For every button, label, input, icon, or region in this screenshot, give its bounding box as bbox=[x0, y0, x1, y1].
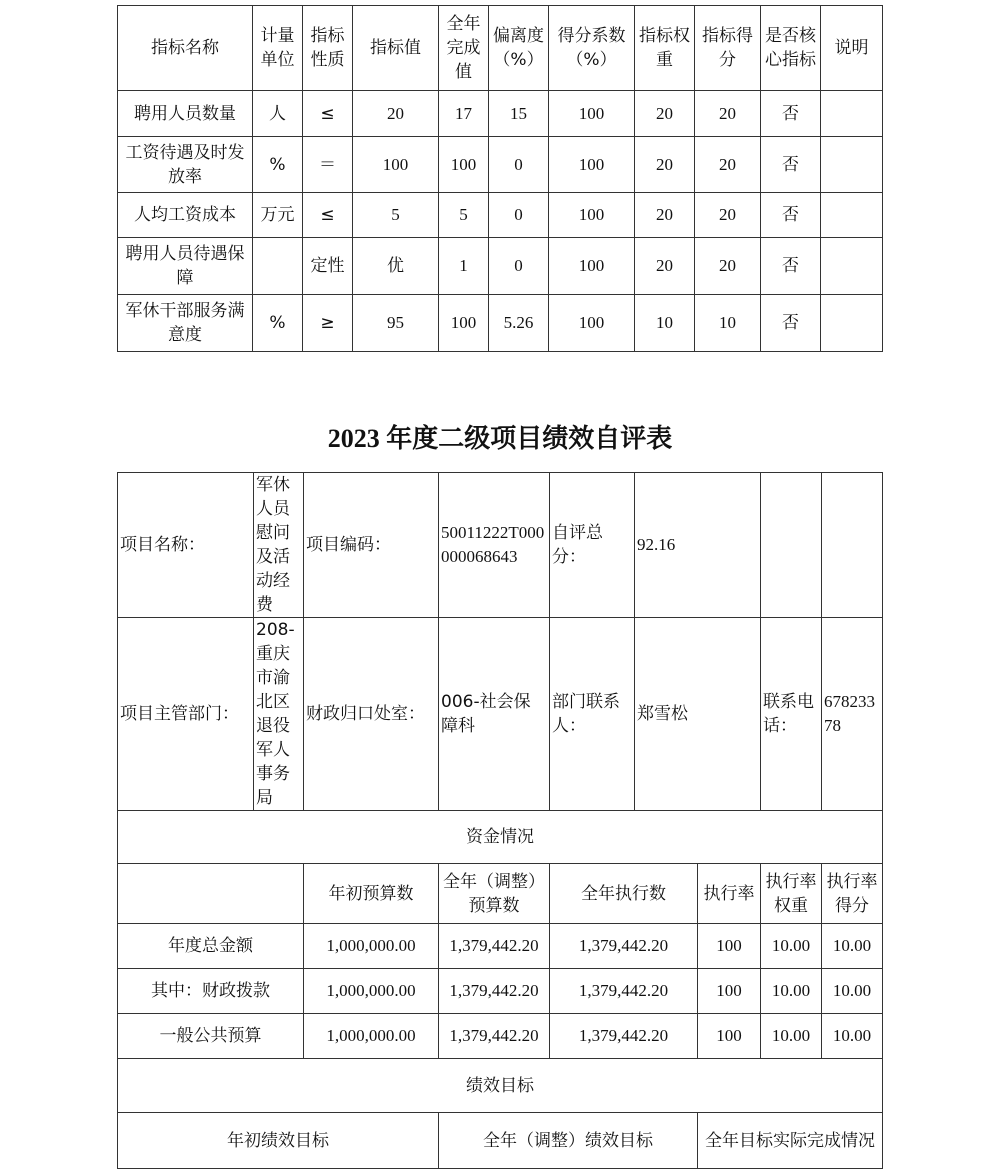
table-row bbox=[118, 924, 883, 969]
header-cell: 全年完成值 bbox=[439, 6, 489, 91]
project-name: 军休人员慰问及活动经费 bbox=[254, 473, 304, 618]
deviation: 0 bbox=[489, 193, 549, 238]
note bbox=[821, 295, 883, 352]
nature: ≥ bbox=[303, 295, 353, 352]
page-title: 2023 年度二级项目绩效自评表 bbox=[327, 424, 673, 453]
score-coefficient: 100 bbox=[549, 295, 635, 352]
header-cell: 指标权重 bbox=[635, 6, 695, 91]
fund-item: 一般公共预算 bbox=[118, 1014, 304, 1059]
empty-cell bbox=[761, 473, 822, 618]
weight: 20 bbox=[635, 137, 695, 193]
note bbox=[821, 91, 883, 137]
deviation: 0 bbox=[489, 137, 549, 193]
table-row bbox=[118, 1014, 883, 1059]
note bbox=[821, 193, 883, 238]
header-cell: 计量单位 bbox=[253, 6, 303, 91]
weight: 20 bbox=[635, 238, 695, 295]
header-cell: 指标值 bbox=[353, 6, 439, 91]
initial-budget: 1,000,000.00 bbox=[304, 969, 439, 1014]
indicator-name: 工资待遇及时发放率 bbox=[118, 137, 253, 193]
rate-weight: 10.00 bbox=[761, 924, 822, 969]
score: 10 bbox=[695, 295, 761, 352]
header-cell: 指标得分 bbox=[695, 6, 761, 91]
execution-rate: 100 bbox=[698, 924, 761, 969]
header-cell: 指标名称 bbox=[118, 6, 253, 91]
unit bbox=[253, 238, 303, 295]
is-core: 否 bbox=[761, 193, 821, 238]
header-cell: 年初绩效目标 bbox=[118, 1113, 439, 1169]
table-row bbox=[118, 969, 883, 1014]
target-value: 95 bbox=[353, 295, 439, 352]
finance: 006-社会保障科 bbox=[439, 618, 550, 811]
project-info-row bbox=[118, 473, 883, 618]
goals-section-row bbox=[118, 1059, 883, 1113]
rate-score: 10.00 bbox=[822, 924, 883, 969]
weight: 20 bbox=[635, 193, 695, 238]
goals-section-title: 绩效目标 bbox=[118, 1059, 883, 1113]
header-cell: 是否核心指标 bbox=[761, 6, 821, 91]
header-cell: 全年（调整）绩效目标 bbox=[439, 1113, 698, 1169]
actual-value: 100 bbox=[439, 137, 489, 193]
contact: 郑雪松 bbox=[635, 618, 761, 811]
nature: 定性 bbox=[303, 238, 353, 295]
rate-score: 10.00 bbox=[822, 969, 883, 1014]
unit: 人 bbox=[253, 91, 303, 137]
self-score-label: 自评总分： bbox=[550, 473, 635, 618]
unit: % bbox=[253, 295, 303, 352]
indicator-name: 聘用人员待遇保障 bbox=[118, 238, 253, 295]
table-row bbox=[118, 91, 883, 137]
execution-rate: 100 bbox=[698, 1014, 761, 1059]
adjusted-budget: 1,379,442.20 bbox=[439, 1014, 550, 1059]
adjusted-budget: 1,379,442.20 bbox=[439, 924, 550, 969]
indicator-name: 军休干部服务满意度 bbox=[118, 295, 253, 352]
is-core: 否 bbox=[761, 137, 821, 193]
dept: 208-重庆市渝北区退役军人事务局 bbox=[254, 618, 304, 811]
actual-value: 17 bbox=[439, 91, 489, 137]
project-code: 50011222T000000068643 bbox=[439, 473, 550, 618]
actual-value: 5 bbox=[439, 193, 489, 238]
phone: 67823378 bbox=[822, 618, 883, 811]
executed: 1,379,442.20 bbox=[550, 1014, 698, 1059]
actual-value: 1 bbox=[439, 238, 489, 295]
fund-item: 其中：财政拨款 bbox=[118, 969, 304, 1014]
score-coefficient: 100 bbox=[549, 238, 635, 295]
dept-label: 项目主管部门： bbox=[118, 618, 254, 811]
funds-header-row bbox=[118, 864, 883, 924]
score: 20 bbox=[695, 91, 761, 137]
nature: ≤ bbox=[303, 193, 353, 238]
target-value: 优 bbox=[353, 238, 439, 295]
table-row bbox=[118, 193, 883, 238]
unit: 万元 bbox=[253, 193, 303, 238]
is-core: 否 bbox=[761, 295, 821, 352]
unit: % bbox=[253, 137, 303, 193]
execution-rate: 100 bbox=[698, 969, 761, 1014]
header-cell: 全年执行数 bbox=[550, 864, 698, 924]
target-value: 5 bbox=[353, 193, 439, 238]
header-cell: 执行率 bbox=[698, 864, 761, 924]
nature: ＝ bbox=[303, 137, 353, 193]
header-cell: 全年（调整）预算数 bbox=[439, 864, 550, 924]
rate-weight: 10.00 bbox=[761, 1014, 822, 1059]
deviation: 0 bbox=[489, 238, 549, 295]
score: 20 bbox=[695, 193, 761, 238]
header-cell bbox=[118, 864, 304, 924]
dept-info-row bbox=[118, 618, 883, 811]
funds-section-title: 资金情况 bbox=[118, 811, 883, 864]
header-cell: 指标性质 bbox=[303, 6, 353, 91]
self-score: 92.16 bbox=[635, 473, 761, 618]
rate-score: 10.00 bbox=[822, 1014, 883, 1059]
nature: ≤ bbox=[303, 91, 353, 137]
project-code-label: 项目编码： bbox=[304, 473, 439, 618]
score-coefficient: 100 bbox=[549, 193, 635, 238]
goals-header-row bbox=[118, 1113, 883, 1169]
weight: 10 bbox=[635, 295, 695, 352]
executed: 1,379,442.20 bbox=[550, 969, 698, 1014]
header-cell: 说明 bbox=[821, 6, 883, 91]
contact-label: 部门联系人： bbox=[550, 618, 635, 811]
adjusted-budget: 1,379,442.20 bbox=[439, 969, 550, 1014]
funds-section-row bbox=[118, 811, 883, 864]
fund-item: 年度总金额 bbox=[118, 924, 304, 969]
header-cell: 执行率得分 bbox=[822, 864, 883, 924]
note bbox=[821, 238, 883, 295]
target-value: 20 bbox=[353, 91, 439, 137]
deviation: 15 bbox=[489, 91, 549, 137]
executed: 1,379,442.20 bbox=[550, 924, 698, 969]
table-row bbox=[118, 137, 883, 193]
header-cell: 执行率权重 bbox=[761, 864, 822, 924]
indicator-name: 人均工资成本 bbox=[118, 193, 253, 238]
rate-weight: 10.00 bbox=[761, 969, 822, 1014]
weight: 20 bbox=[635, 91, 695, 137]
table-row bbox=[118, 238, 883, 295]
initial-budget: 1,000,000.00 bbox=[304, 924, 439, 969]
is-core: 否 bbox=[761, 238, 821, 295]
project-name-label: 项目名称： bbox=[118, 473, 254, 618]
finance-label: 财政归口处室： bbox=[304, 618, 439, 811]
score: 20 bbox=[695, 137, 761, 193]
score: 20 bbox=[695, 238, 761, 295]
empty-cell bbox=[822, 473, 883, 618]
header-cell: 全年目标实际完成情况 bbox=[698, 1113, 883, 1169]
table-row bbox=[118, 295, 883, 352]
deviation: 5.26 bbox=[489, 295, 549, 352]
header-cell: 偏离度（%） bbox=[489, 6, 549, 91]
indicator-header-row bbox=[118, 6, 883, 91]
indicator-name: 聘用人员数量 bbox=[118, 91, 253, 137]
score-coefficient: 100 bbox=[549, 137, 635, 193]
actual-value: 100 bbox=[439, 295, 489, 352]
score-coefficient: 100 bbox=[549, 91, 635, 137]
note bbox=[821, 137, 883, 193]
initial-budget: 1,000,000.00 bbox=[304, 1014, 439, 1059]
header-cell: 年初预算数 bbox=[304, 864, 439, 924]
self-evaluation-table bbox=[117, 472, 883, 1169]
phone-label: 联系电话： bbox=[761, 618, 822, 811]
indicator-table bbox=[117, 5, 883, 352]
target-value: 100 bbox=[353, 137, 439, 193]
header-cell: 得分系数（%） bbox=[549, 6, 635, 91]
is-core: 否 bbox=[761, 91, 821, 137]
